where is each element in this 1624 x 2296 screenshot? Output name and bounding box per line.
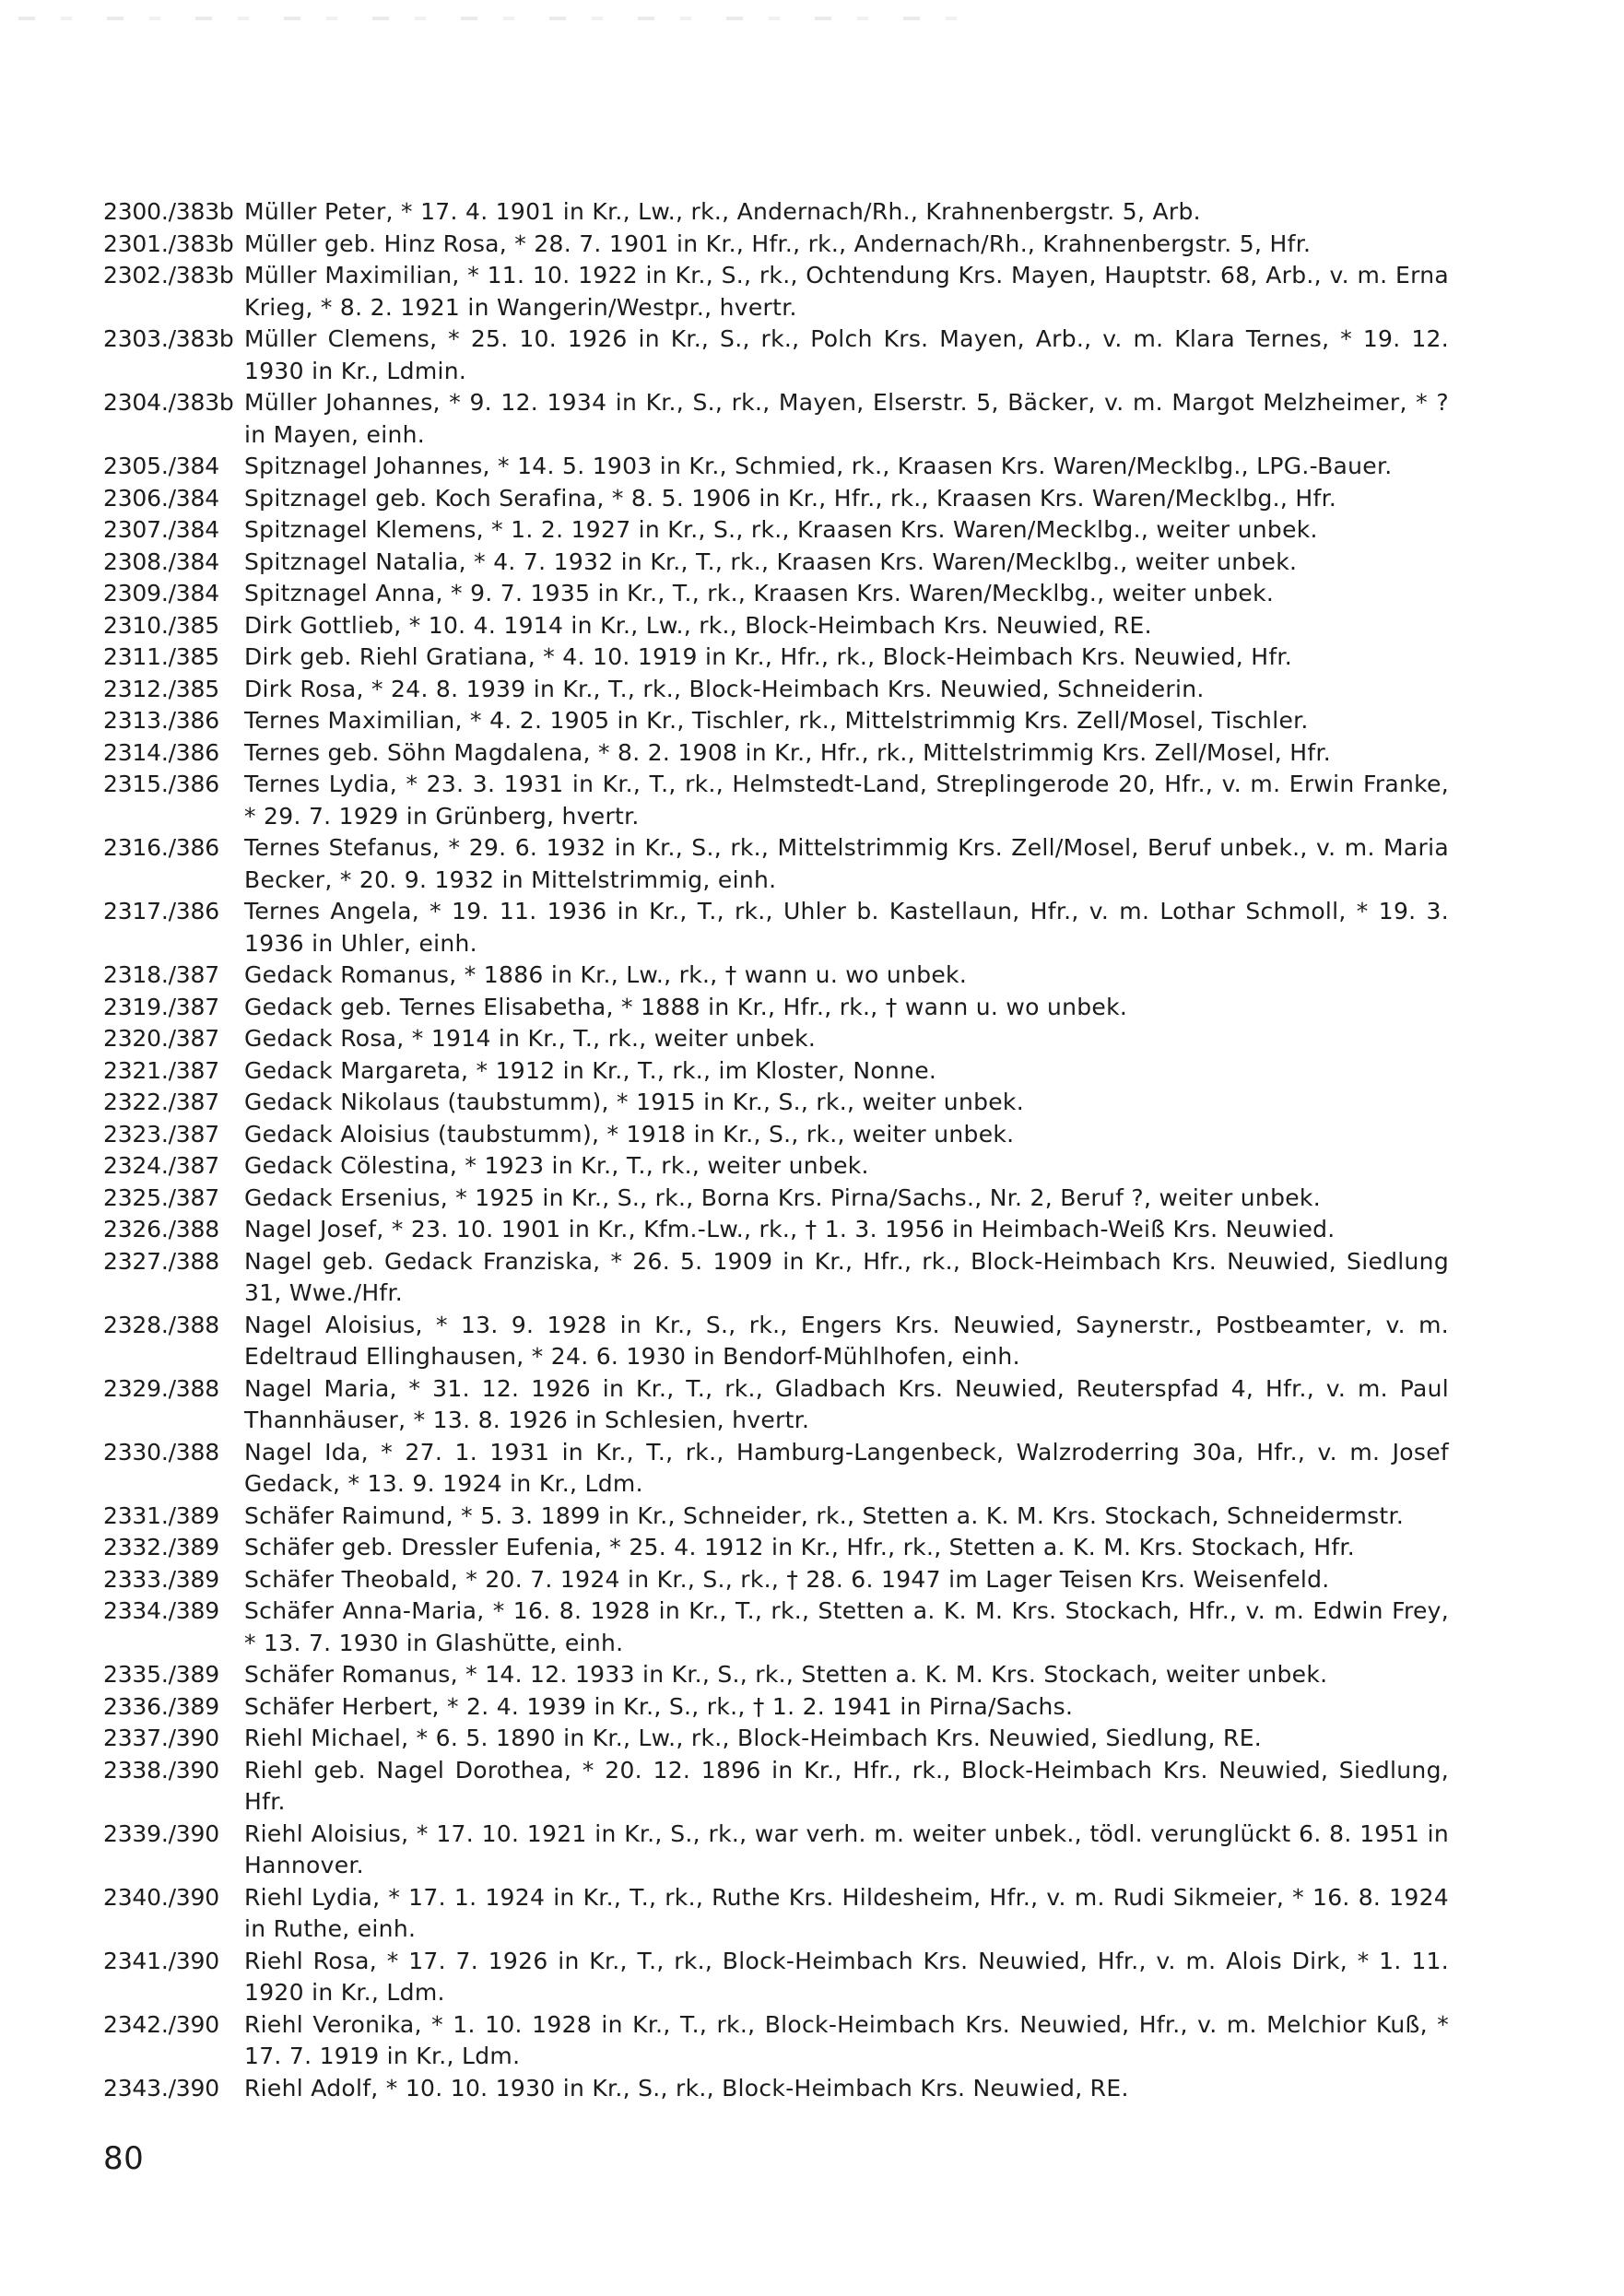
entry-number: 2322./387 (103, 1089, 219, 1115)
entry-text: Riehl Adolf, * 10. 10. 1930 in Kr., S., rk., Block-Heimbach Krs. Neuwied, RE. (244, 2074, 1129, 2102)
list-item (103, 1214, 1449, 1246)
entry-text: Ternes Lydia, * 23. 3. 1931 in Kr., T., rk., Helmstedt-Land, Streplingerode 20, Hfr., v. m. Erwin Franke, * 29. 7. 1929 in Grünberg, hvertr. (244, 771, 1449, 830)
entry-number: 2309./384 (103, 580, 219, 606)
list-item (103, 514, 1449, 547)
entry-text: Spitznagel Anna, * 9. 7. 1935 in Kr., T., rk., Kraasen Krs. Waren/Mecklbg., weiter unbek. (244, 580, 1275, 606)
entry-number: 2329./388 (103, 1374, 219, 1402)
entry-number: 2335./389 (103, 1661, 219, 1688)
entry-number: 2327./388 (103, 1247, 219, 1275)
entry-text: Riehl Michael, * 6. 5. 1890 in Kr., Lw., rk., Block-Heimbach Krs. Neuwied, Siedlung, RE. (244, 1725, 1263, 1751)
list-item (103, 483, 1449, 515)
entry-text: Schäfer geb. Dressler Eufenia, * 25. 4. 1912 in Kr., Hfr., rk., Stetten a. K. M. Krs. Stockach, Hfr. (244, 1534, 1355, 1560)
entry-text: Spitznagel Natalia, * 4. 7. 1932 in Kr., T., rk., Kraasen Krs. Waren/Mecklbg., weiter unbek. (244, 548, 1298, 575)
entry-number: 2303./383b (103, 325, 234, 352)
entry-number: 2314./386 (103, 738, 219, 766)
page-number: 80 (103, 2140, 145, 2177)
entry-number: 2330./388 (103, 1438, 219, 1466)
entry-number: 2304./383b (103, 389, 234, 416)
entry-text: Gedack geb. Ternes Elisabetha, * 1888 in Kr., Hfr., rk., † wann u. wo unbek. (244, 993, 1128, 1020)
entry-number: 2333./389 (103, 1565, 219, 1593)
list-item (103, 1150, 1449, 1183)
entry-number: 2316./386 (103, 834, 219, 861)
entry-text: Dirk geb. Riehl Gratiana, * 4. 10. 1919 in Kr., Hfr., rk., Block-Heimbach Krs. Neuwied, Hfr. (244, 643, 1292, 670)
entry-text: Nagel Aloisius, * 13. 9. 1928 in Kr., S., rk., Engers Krs. Neuwied, Saynerstr., Postbeamter, v. m. Edeltraud Ellinghausen, * 24. 6. 1930 in Bendorf-Mühlhofen, einh. (244, 1311, 1449, 1370)
list-item (103, 1819, 1449, 1882)
list-item (103, 2009, 1449, 2073)
entry-number: 2332./389 (103, 1534, 219, 1560)
entry-text: Müller Clemens, * 25. 10. 1926 in Kr., S., rk., Polch Krs. Mayen, Arb., v. m. Klara Ternes, * 19. 12. 1930 in Kr., Ldmin. (244, 325, 1449, 384)
entry-number: 2340./390 (103, 1883, 219, 1911)
list-item (103, 1437, 1449, 1501)
list-item (103, 737, 1449, 770)
entry-number: 2318./387 (103, 961, 219, 988)
entry-number: 2342./390 (103, 2010, 219, 2038)
entry-number: 2301./383b (103, 230, 234, 257)
entry-number: 2338./390 (103, 1756, 219, 1784)
entry-number: 2308./384 (103, 548, 219, 575)
entry-text: Müller Johannes, * 9. 12. 1934 in Kr., S., rk., Mayen, Elserstr. 5, Bäcker, v. m. Margot Melzheimer, * ? in Mayen, einh. (244, 389, 1449, 448)
list-item (103, 1946, 1449, 2009)
list-item (103, 1755, 1449, 1819)
entry-text: Schäfer Herbert, * 2. 4. 1939 in Kr., S., rk., † 1. 2. 1941 in Pirna/Sachs. (244, 1692, 1074, 1720)
entry-number: 2325./387 (103, 1183, 219, 1211)
list-item (103, 324, 1449, 387)
list-item (103, 1119, 1449, 1151)
entry-number: 2319./387 (103, 993, 219, 1020)
entry-text: Riehl Lydia, * 17. 1. 1924 in Kr., T., rk., Ruthe Krs. Hildesheim, Hfr., v. m. Rudi Sikmeier, * 16. 8. 1924 in Ruthe, einh. (244, 1883, 1449, 1942)
list-item (103, 769, 1449, 832)
entry-text: Dirk Rosa, * 24. 8. 1939 in Kr., T., rk., Block-Heimbach Krs. Neuwied, Schneiderin. (244, 675, 1205, 702)
entry-text: Gedack Aloisius (taubstumm), * 1918 in Kr., S., rk., weiter unbek. (244, 1120, 1015, 1148)
entry-number: 2310./385 (103, 611, 219, 639)
list-item (103, 832, 1449, 896)
entry-text: Müller Peter, * 17. 4. 1901 in Kr., Lw., rk., Andernach/Rh., Krahnenbergstr. 5, Arb. (244, 198, 1201, 225)
list-item (103, 1595, 1449, 1659)
list-item (103, 1087, 1449, 1119)
entry-text: Ternes Angela, * 19. 11. 1936 in Kr., T., rk., Uhler b. Kastellaun, Hfr., v. m. Lothar Schmoll, * 19. 3. 1936 in Uhler, einh. (244, 898, 1449, 957)
entry-text: Riehl Aloisius, * 17. 10. 1921 in Kr., S., rk., war verh. m. weiter unbek., tödl. verunglückt 6. 8. 1951 in Hannover. (244, 1819, 1449, 1878)
entry-text: Dirk Gottlieb, * 10. 4. 1914 in Kr., Lw., rk., Block-Heimbach Krs. Neuwied, RE. (244, 611, 1152, 639)
entry-text: Ternes Maximilian, * 4. 2. 1905 in Kr., Tischler, rk., Mittelstrimmig Krs. Zell/Mosel, Tischler. (244, 707, 1309, 734)
entry-number: 2326./388 (103, 1216, 219, 1242)
entry-number: 2302./383b (103, 262, 234, 288)
entry-number: 2313./386 (103, 707, 219, 734)
entry-list (103, 196, 1449, 2104)
list-item (103, 896, 1449, 960)
list-item (103, 1310, 1449, 1373)
entry-text: Müller Maximilian, * 11. 10. 1922 in Kr., S., rk., Ochtendung Krs. Mayen, Hauptstr. 68, Arb., v. m. Erna Krieg, * 8. 2. 1921 in Wangerin/Westpr., hvertr. (244, 262, 1449, 321)
entry-text: Gedack Romanus, * 1886 in Kr., Lw., rk., † wann u. wo unbek. (244, 961, 968, 988)
entry-text: Schäfer Raimund, * 5. 3. 1899 in Kr., Schneider, rk., Stetten a. K. M. Krs. Stockach, Schneidermstr. (244, 1501, 1405, 1529)
entry-number: 2307./384 (103, 516, 219, 543)
list-item (103, 1183, 1449, 1215)
list-item (103, 705, 1449, 737)
entry-text: Müller geb. Hinz Rosa, * 28. 7. 1901 in Kr., Hfr., rk., Andernach/Rh., Krahnenbergstr. 5, Hfr. (244, 230, 1312, 257)
list-item (103, 1023, 1449, 1055)
entry-text: Gedack Cölestina, * 1923 in Kr., T., rk., weiter unbek. (244, 1152, 869, 1179)
scan-artifact (18, 17, 959, 20)
entry-text: Nagel Maria, * 31. 12. 1926 in Kr., T., rk., Gladbach Krs. Neuwied, Reuterspfad 4, Hfr., v. m. Paul Thannhäuser, * 13. 8. 1926 in Schlesien, hvertr. (244, 1374, 1449, 1433)
list-item (103, 229, 1449, 261)
entry-number: 2321./387 (103, 1056, 219, 1084)
entry-number: 2306./384 (103, 484, 219, 512)
entry-text: Ternes Stefanus, * 29. 6. 1932 in Kr., S., rk., Mittelstrimmig Krs. Zell/Mosel, Beruf unbek., v. m. Maria Becker, * 20. 9. 1932 in Mittelstrimmig, einh. (244, 834, 1449, 893)
list-item (103, 1246, 1449, 1310)
entry-number: 2315./386 (103, 771, 219, 797)
entry-number: 2323./387 (103, 1120, 219, 1148)
list-item (103, 960, 1449, 992)
entry-number: 2317./386 (103, 898, 219, 924)
entry-text: Spitznagel Johannes, * 14. 5. 1903 in Kr., Schmied, rk., Kraasen Krs. Waren/Mecklbg., LPG.-Bauer. (244, 453, 1393, 479)
entry-text: Riehl Rosa, * 17. 7. 1926 in Kr., T., rk., Block-Heimbach Krs. Neuwied, Hfr., v. m. Alois Dirk, * 1. 11. 1920 in Kr., Ldm. (244, 1947, 1449, 2006)
entry-number: 2336./389 (103, 1692, 219, 1720)
entry-number: 2300./383b (103, 198, 234, 225)
list-item (103, 1373, 1449, 1437)
entry-number: 2311./385 (103, 643, 219, 670)
entry-number: 2331./389 (103, 1501, 219, 1529)
list-item (103, 1659, 1449, 1691)
entry-text: Schäfer Theobald, * 20. 7. 1924 in Kr., S., rk., † 28. 6. 1947 im Lager Teisen Krs. Weisenfeld. (244, 1565, 1330, 1593)
list-item (103, 992, 1449, 1024)
entry-text: Schäfer Anna-Maria, * 16. 8. 1928 in Kr., T., rk., Stetten a. K. M. Krs. Stockach, Hfr., v. m. Edwin Frey, * 13. 7. 1930 in Glashütte, einh. (244, 1597, 1449, 1656)
list-item (103, 610, 1449, 642)
entry-text: Nagel Ida, * 27. 1. 1931 in Kr., T., rk., Hamburg-Langenbeck, Walzroderring 30a, Hfr., v. m. Josef Gedack, * 13. 9. 1924 in Kr., Ldm. (244, 1438, 1449, 1497)
entry-number: 2337./390 (103, 1725, 219, 1751)
list-item (103, 1501, 1449, 1533)
entry-text: Gedack Margareta, * 1912 in Kr., T., rk., im Kloster, Nonne. (244, 1056, 937, 1084)
list-item (103, 2073, 1449, 2105)
list-item (103, 451, 1449, 483)
entry-number: 2305./384 (103, 453, 219, 479)
entry-number: 2343./390 (103, 2074, 219, 2102)
entry-text: Gedack Ersenius, * 1925 in Kr., S., rk., Borna Krs. Pirna/Sachs., Nr. 2, Beruf ?, weiter unbek. (244, 1183, 1321, 1211)
list-item (103, 196, 1449, 229)
entry-text: Nagel geb. Gedack Franziska, * 26. 5. 1909 in Kr., Hfr., rk., Block-Heimbach Krs. Neuwied, Siedlung 31, Wwe./Hfr. (244, 1247, 1449, 1306)
list-item (103, 1564, 1449, 1596)
entry-text: Ternes geb. Söhn Magdalena, * 8. 2. 1908 in Kr., Hfr., rk., Mittelstrimmig Krs. Zell/Mosel, Hfr. (244, 738, 1331, 766)
entry-number: 2328./388 (103, 1311, 219, 1338)
entry-number: 2324./387 (103, 1152, 219, 1179)
entry-number: 2312./385 (103, 675, 219, 702)
list-item (103, 1532, 1449, 1564)
entry-text: Spitznagel Klemens, * 1. 2. 1927 in Kr., S., rk., Kraasen Krs. Waren/Mecklbg., weiter unbek. (244, 516, 1318, 543)
entry-number: 2339./390 (103, 1819, 219, 1847)
entry-number: 2320./387 (103, 1025, 219, 1052)
list-item (103, 674, 1449, 706)
entry-number: 2334./389 (103, 1597, 219, 1624)
list-item (103, 387, 1449, 451)
list-item (103, 578, 1449, 610)
list-item (103, 260, 1449, 324)
list-item (103, 1723, 1449, 1755)
entry-text: Riehl geb. Nagel Dorothea, * 20. 12. 1896 in Kr., Hfr., rk., Block-Heimbach Krs. Neuwied, Siedlung, Hfr. (244, 1756, 1449, 1815)
entry-number: 2341./390 (103, 1947, 219, 1974)
entry-text: Schäfer Romanus, * 14. 12. 1933 in Kr., S., rk., Stetten a. K. M. Krs. Stockach, weiter unbek. (244, 1661, 1328, 1688)
list-item (103, 642, 1449, 674)
entry-text: Riehl Veronika, * 1. 10. 1928 in Kr., T., rk., Block-Heimbach Krs. Neuwied, Hfr., v. m. Melchior Kuß, * 17. 7. 1919 in Kr., Ldm. (244, 2010, 1449, 2069)
list-item (103, 1055, 1449, 1088)
list-item (103, 1691, 1449, 1724)
entry-text: Spitznagel geb. Koch Serafina, * 8. 5. 1906 in Kr., Hfr., rk., Kraasen Krs. Waren/Mecklbg., Hfr. (244, 484, 1337, 512)
list-item (103, 1882, 1449, 1946)
entry-text: Nagel Josef, * 23. 10. 1901 in Kr., Kfm.-Lw., rk., † 1. 3. 1956 in Heimbach-Weiß Krs. Neuwied. (244, 1216, 1336, 1242)
entry-text: Gedack Rosa, * 1914 in Kr., T., rk., weiter unbek. (244, 1025, 817, 1052)
entry-text: Gedack Nikolaus (taubstumm), * 1915 in Kr., S., rk., weiter unbek. (244, 1089, 1024, 1115)
list-item (103, 547, 1449, 579)
